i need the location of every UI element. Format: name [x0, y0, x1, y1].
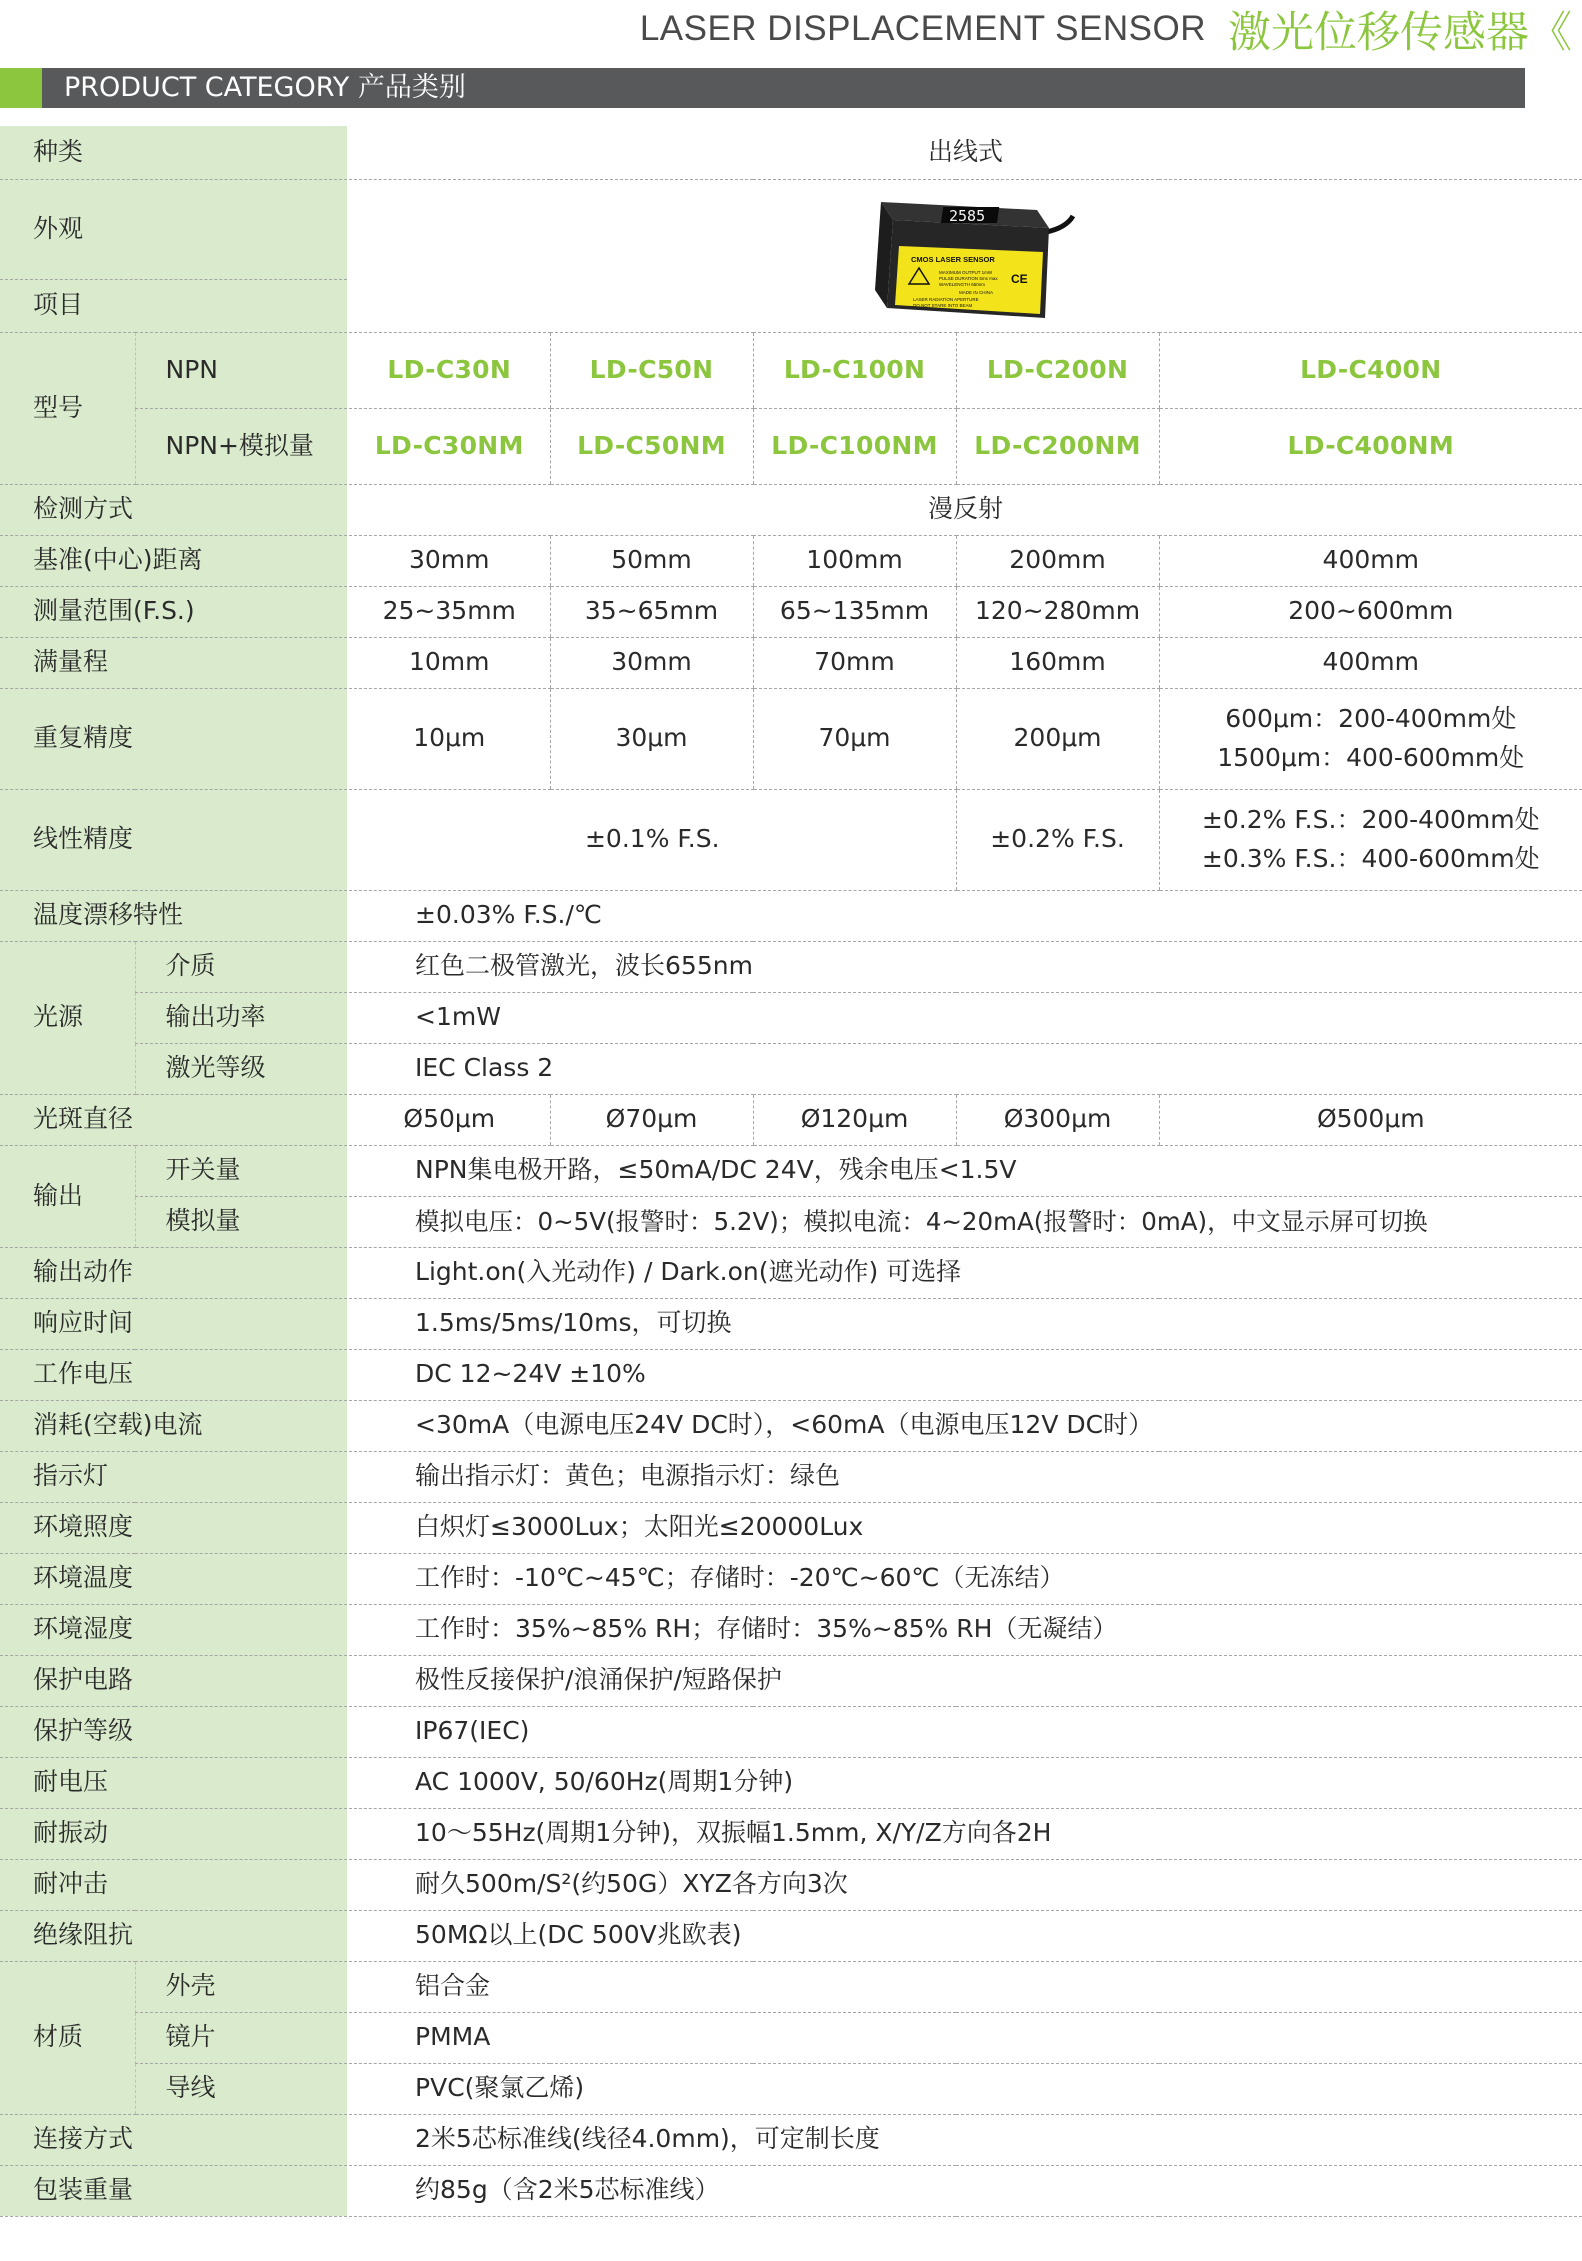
label-connection: 连接方式 [0, 2114, 348, 2165]
model-analog-3: LD-C100NM [753, 408, 956, 484]
svg-text:WAVELENGTH 650nm: WAVELENGTH 650nm [938, 281, 985, 287]
model-npn-3: LD-C100N [753, 332, 956, 408]
value-detect: 漫反射 [348, 484, 1582, 535]
ce-mark: CE [1010, 271, 1028, 286]
repeat-5-line-2: 1500μm：400-600mm处 [1217, 742, 1525, 772]
model-analog-2: LD-C50NM [550, 408, 753, 484]
svg-text:DO NOT STARE INTO BEAM: DO NOT STARE INTO BEAM [912, 302, 972, 308]
row-model-npn [0, 332, 1582, 408]
label-housing: 外壳 [135, 1961, 348, 2012]
value-action: Light.on(入光动作) / Dark.on(遮光动作) 可选择 [348, 1247, 1582, 1298]
row-repeat [0, 688, 1582, 789]
value-housing: 铝合金 [348, 1961, 1582, 2012]
label-env-temp: 环境温度 [0, 1553, 348, 1604]
row-shock [0, 1859, 1582, 1910]
row-switch [0, 1145, 1582, 1196]
range-1: 25~35mm [348, 586, 550, 637]
label-item: 项目 [33, 290, 84, 320]
repeat-3: 70μm [753, 688, 956, 789]
label-model: 型号 [0, 332, 135, 484]
value-vibration: 10～55Hz(周期1分钟)，双振幅1.5mm, X/Y/Z方向各2H [348, 1808, 1582, 1859]
repeat-4: 200μm [956, 688, 1159, 789]
label-analog: 模拟量 [135, 1196, 348, 1247]
label-material: 材质 [0, 1961, 135, 2114]
full-scale-5: 400mm [1159, 637, 1582, 688]
ref-distance-2: 50mm [550, 535, 753, 586]
label-appearance: 外观 [0, 180, 347, 280]
range-2: 35~65mm [550, 586, 753, 637]
laser-sensor-image [851, 180, 1081, 320]
label-action: 输出动作 [0, 1247, 348, 1298]
linear-c-line-1: ±0.2% F.S.：200-400mm处 [1201, 804, 1540, 834]
label-light-source: 光源 [0, 941, 135, 1094]
repeat-5-line-1: 600μm：200-400mm处 [1225, 703, 1517, 733]
sensor-brand: CMOS LASER SENSOR [910, 254, 995, 264]
label-power: 输出功率 [135, 992, 348, 1043]
model-analog-5: LD-C400NM [1159, 408, 1582, 484]
model-analog-1: LD-C30NM [348, 408, 550, 484]
spot-4: Ø300μm [956, 1094, 1159, 1145]
full-scale-4: 160mm [956, 637, 1159, 688]
range-3: 65~135mm [753, 586, 956, 637]
row-full-scale [0, 637, 1582, 688]
row-appearance-item [0, 179, 1582, 332]
value-illum: 白炽灯≤3000Lux；太阳光≤20000Lux [348, 1502, 1582, 1553]
row-illum [0, 1502, 1582, 1553]
label-type: 种类 [0, 126, 348, 179]
value-protect-level: IP67(IEC) [348, 1706, 1582, 1757]
ref-distance-5: 400mm [1159, 535, 1582, 586]
label-insulation: 绝缘阻抗 [0, 1910, 348, 1961]
row-medium [0, 941, 1582, 992]
row-temp-drift [0, 890, 1582, 941]
value-voltage: DC 12~24V ±10% [348, 1349, 1582, 1400]
row-current [0, 1400, 1582, 1451]
value-response: 1.5ms/5ms/10ms，可切换 [348, 1298, 1582, 1349]
value-insulation: 50MΩ以上(DC 500V兆欧表) [348, 1910, 1582, 1961]
row-response [0, 1298, 1582, 1349]
value-weight: 约85g（含2米5芯标准线） [348, 2165, 1582, 2216]
label-detect: 检测方式 [0, 484, 348, 535]
label-npn: NPN [135, 332, 348, 408]
row-voltage [0, 1349, 1582, 1400]
value-analog: 模拟电压：0~5V(报警时：5.2V)；模拟电流：4~20mA(报警时：0mA)，中文显示屏可切换 [348, 1196, 1582, 1247]
label-indicator: 指示灯 [0, 1451, 348, 1502]
value-env-hum: 工作时：35%~85% RH；存储时：35%~85% RH（无凝结） [348, 1604, 1582, 1655]
value-protect-circuit: 极性反接保护/浪涌保护/短路保护 [348, 1655, 1582, 1706]
ref-distance-1: 30mm [348, 535, 550, 586]
value-lens: PMMA [348, 2012, 1582, 2063]
repeat-2: 30μm [550, 688, 753, 789]
value-env-temp: 工作时：-10℃~45℃；存储时：-20℃~60℃（无冻结） [348, 1553, 1582, 1604]
label-response: 响应时间 [0, 1298, 348, 1349]
label-illum: 环境照度 [0, 1502, 348, 1553]
label-temp-drift: 温度漂移特性 [0, 890, 348, 941]
full-scale-1: 10mm [348, 637, 550, 688]
label-npn-analog: NPN+模拟量 [135, 408, 348, 484]
range-5: 200~600mm [1159, 586, 1582, 637]
label-switch: 开关量 [135, 1145, 348, 1196]
model-npn-4: LD-C200N [956, 332, 1159, 408]
row-spot [0, 1094, 1582, 1145]
value-type: 出线式 [348, 126, 1582, 179]
row-ref-distance [0, 535, 1582, 586]
repeat-1: 10μm [348, 688, 550, 789]
row-weight [0, 2165, 1582, 2216]
row-protect-circuit [0, 1655, 1582, 1706]
linear-b: ±0.2% F.S. [956, 789, 1159, 890]
svg-text:MADE IN CHINA: MADE IN CHINA [958, 289, 993, 295]
full-scale-2: 30mm [550, 637, 753, 688]
model-npn-2: LD-C50N [550, 332, 753, 408]
label-protect-level: 保护等级 [0, 1706, 348, 1757]
value-connection: 2米5芯标准线(线径4.0mm)，可定制长度 [348, 2114, 1582, 2165]
model-npn-1: LD-C30N [348, 332, 550, 408]
ref-distance-3: 100mm [753, 535, 956, 586]
spot-3: Ø120μm [753, 1094, 956, 1145]
value-temp-drift: ±0.03% F.S./℃ [348, 890, 1582, 941]
row-type [0, 126, 1582, 179]
svg-text:MAXIMUM OUTPUT 1mW: MAXIMUM OUTPUT 1mW [938, 269, 992, 275]
row-protect-level [0, 1706, 1582, 1757]
label-laser-class: 激光等级 [135, 1043, 348, 1094]
category-bar [0, 68, 1525, 108]
row-laser-class [0, 1043, 1582, 1094]
full-scale-3: 70mm [753, 637, 956, 688]
label-appearance-item [0, 179, 348, 332]
sensor-display: 2585 [948, 206, 985, 225]
row-lens [0, 2012, 1582, 2063]
category-title: PRODUCT CATEGORY 产品类别 [64, 72, 466, 103]
label-output: 输出 [0, 1145, 135, 1247]
range-4: 120~280mm [956, 586, 1159, 637]
label-full-scale: 满量程 [0, 637, 348, 688]
label-shock: 耐冲击 [0, 1859, 348, 1910]
svg-text:LASER RADIATION APERTURE: LASER RADIATION APERTURE [912, 296, 979, 302]
label-medium: 介质 [135, 941, 348, 992]
row-action [0, 1247, 1582, 1298]
product-image-cell [348, 179, 1582, 332]
label-cable: 导线 [135, 2063, 348, 2114]
label-lens: 镜片 [135, 2012, 348, 2063]
row-withstand [0, 1757, 1582, 1808]
model-npn-5: LD-C400N [1159, 332, 1582, 408]
row-env-hum [0, 1604, 1582, 1655]
spot-1: Ø50μm [348, 1094, 550, 1145]
value-medium: 红色二极管激光，波长655nm [348, 941, 1582, 992]
value-current: <30mA（电源电压24V DC时），<60mA（电源电压12V DC时） [348, 1400, 1582, 1451]
repeat-5 [1159, 688, 1582, 789]
row-cable [0, 2063, 1582, 2114]
value-laser-class: IEC Class 2 [348, 1043, 1582, 1094]
row-insulation [0, 1910, 1582, 1961]
ref-distance-4: 200mm [956, 535, 1159, 586]
label-range: 测量范围(F.S.) [0, 586, 348, 637]
row-linear [0, 789, 1582, 890]
label-env-hum: 环境湿度 [0, 1604, 348, 1655]
label-repeat: 重复精度 [0, 688, 348, 789]
value-withstand: AC 1000V, 50/60Hz(周期1分钟) [348, 1757, 1582, 1808]
row-indicator [0, 1451, 1582, 1502]
row-housing [0, 1961, 1582, 2012]
row-env-temp [0, 1553, 1582, 1604]
label-ref-distance: 基准(中心)距离 [0, 535, 348, 586]
row-analog [0, 1196, 1582, 1247]
label-spot: 光斑直径 [0, 1094, 348, 1145]
label-current: 消耗(空载)电流 [0, 1400, 348, 1451]
header-title-zh: 激光位移传感器《 [1228, 7, 1572, 58]
linear-a: ±0.1% F.S. [348, 789, 956, 890]
row-vibration [0, 1808, 1582, 1859]
row-range [0, 586, 1582, 637]
value-shock: 耐久500m/S²(约50G）XYZ各方向3次 [348, 1859, 1582, 1910]
category-accent [0, 68, 42, 108]
row-power [0, 992, 1582, 1043]
label-withstand: 耐电压 [0, 1757, 348, 1808]
spot-5: Ø500μm [1159, 1094, 1582, 1145]
value-power: <1mW [348, 992, 1582, 1043]
value-indicator: 输出指示灯：黄色；电源指示灯：绿色 [348, 1451, 1582, 1502]
spot-2: Ø70μm [550, 1094, 753, 1145]
page-header [640, 0, 1572, 58]
label-voltage: 工作电压 [0, 1349, 348, 1400]
value-cable: PVC(聚氯乙烯) [348, 2063, 1582, 2114]
linear-c [1159, 789, 1582, 890]
spec-table [0, 126, 1582, 2217]
value-switch: NPN集电极开路，≤50mA/DC 24V，残余电压<1.5V [348, 1145, 1582, 1196]
label-linear: 线性精度 [0, 789, 348, 890]
svg-text:PULSE DURATION 5ms max: PULSE DURATION 5ms max [938, 275, 998, 281]
row-detect [0, 484, 1582, 535]
linear-c-line-2: ±0.3% F.S.：400-600mm处 [1201, 843, 1540, 873]
row-connection [0, 2114, 1582, 2165]
model-analog-4: LD-C200NM [956, 408, 1159, 484]
label-vibration: 耐振动 [0, 1808, 348, 1859]
row-model-analog [0, 408, 1582, 484]
label-weight: 包装重量 [0, 2165, 348, 2216]
label-protect-circuit: 保护电路 [0, 1655, 348, 1706]
header-title-en: LASER DISPLACEMENT SENSOR [639, 9, 1206, 48]
